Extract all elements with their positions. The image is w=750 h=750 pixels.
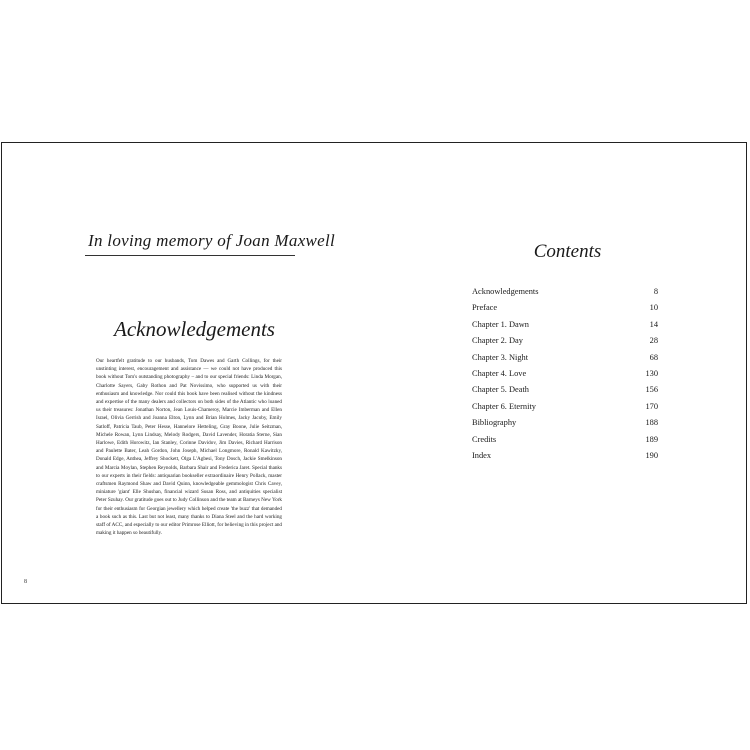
- book-spread: [1, 142, 747, 604]
- toc-entry-title: Chapter 4. Love: [472, 368, 527, 378]
- toc-entry-title: Preface: [472, 303, 498, 313]
- toc-entry: [472, 302, 658, 318]
- dedication-underline: [85, 255, 295, 256]
- page-number: 8: [24, 579, 27, 585]
- toc-entry: [472, 450, 658, 466]
- toc-entry-page: 156: [645, 385, 658, 395]
- toc-entry-title: Chapter 2. Day: [472, 336, 523, 346]
- toc-entry: [472, 401, 658, 417]
- acknowledgements-body: [96, 357, 282, 537]
- toc-entry: [472, 417, 658, 433]
- toc-entry-page: 170: [645, 401, 658, 411]
- toc-entry-title: Index: [472, 450, 492, 460]
- toc-entry-page: 188: [645, 418, 658, 428]
- toc-entry-title: Chapter 3. Night: [472, 352, 529, 362]
- toc-entry-title: Chapter 5. Death: [472, 385, 529, 395]
- toc-entry-page: 190: [645, 450, 658, 460]
- toc-entry-page: 10: [649, 303, 658, 313]
- toc-entry-page: 189: [645, 434, 658, 444]
- toc-entry: [472, 434, 658, 450]
- acknowledgements-heading: Acknowledgements: [114, 317, 275, 341]
- table-of-contents: [472, 286, 658, 466]
- toc-entry-page: 8: [653, 287, 658, 296]
- toc-entry-page: 28: [649, 336, 658, 346]
- contents-heading: Contents: [533, 241, 602, 262]
- right-page: [375, 143, 748, 603]
- acknowledgements-paragraph: Our heartfelt gratitude to our husbands, Tom Dawes and Garth Collings, for their unstinting interest, encouragement and assistance — we could not have produced this book without Tom's outstanding photography – and to our special friends: Linda Morgan, Charlotte Sayers, Gaby Rothon and Pat Novissimo, who supported us with their enthusiasm and knowledge. Nor could this book have been realised without the kindness and expertise of the many dealers and collectors on both sides of the Atlantic who loaned us their treasures: Jonathan Norton, Jean Louis-Chameroy, Marcie Imberman and Ellen Israel, Olivia Gerrish and Joanna Elton, Lynn and Brian Holmes, Jacky Jacoby, Emily Satloff, Patricia Taub, Peter Hesse, Hannelore Hetteling, Gray Boone, Julie Seitzman, Michele Rowan, Lynn Lindsay, Melody Rodgers, David Lavender, Horatia Sterne, Sian Harlowe, Edith Horowitz, Ian Stanley, Corinne Davidov, Jim Davies, Richard Harrison and Paulette Bater, Leah Gordon, John Joseph, Michael Longmore, Ronald Kawitzky, Donald Edge, Anthea, Jeffrey Shockett, Olga L'Agbesi, Tony Dosch, Jackie Smelkinson and Marcia Moylan, Stephen Reynolds, Barbara Shair and Frederica Jaret. Special thanks to our experts in their fields: antiquarian bookseller extraordinaire Henry Pollack, master craftsmen Raymond Shaw and David Quinn, knowledgeable gemmologist Chris Cavey, miniature 'giant' Elle Shushan, financial wizard Susan Ross, and antiquities specialist Peter Szuhay. Our gratitude goes out to Judy Collinson and the team at Barneys New York for their enthusiasm for Georgian jewellery which helped create 'the buzz' that demanded a book such as this. Last but not least, many thanks to Diana Steel and the hard working staff of ACC, and especially to our editor Primrose Elliott, for believing in this project and making it happen so beautifully.: [96, 358, 282, 537]
- toc-entry: [472, 286, 658, 302]
- toc-entry-title: Acknowledgements: [472, 287, 539, 296]
- toc-entry-title: Bibliography: [472, 418, 517, 428]
- toc-entry: [472, 384, 658, 400]
- toc-entry: [472, 335, 658, 351]
- toc-entry-title: Chapter 1. Dawn: [472, 319, 529, 329]
- toc-entry: [472, 368, 658, 384]
- toc-entry-page: 68: [649, 352, 658, 362]
- toc-entry-title: Chapter 6. Eternity: [472, 401, 536, 411]
- toc-entry-page: 130: [645, 368, 658, 378]
- dedication-line: In loving memory of Joan Maxwell: [88, 231, 336, 250]
- toc-entry-title: Credits: [472, 434, 497, 444]
- toc-entry: [472, 319, 658, 335]
- toc-entry-page: 14: [649, 319, 658, 329]
- toc-entry: [472, 352, 658, 368]
- left-page: [2, 143, 375, 603]
